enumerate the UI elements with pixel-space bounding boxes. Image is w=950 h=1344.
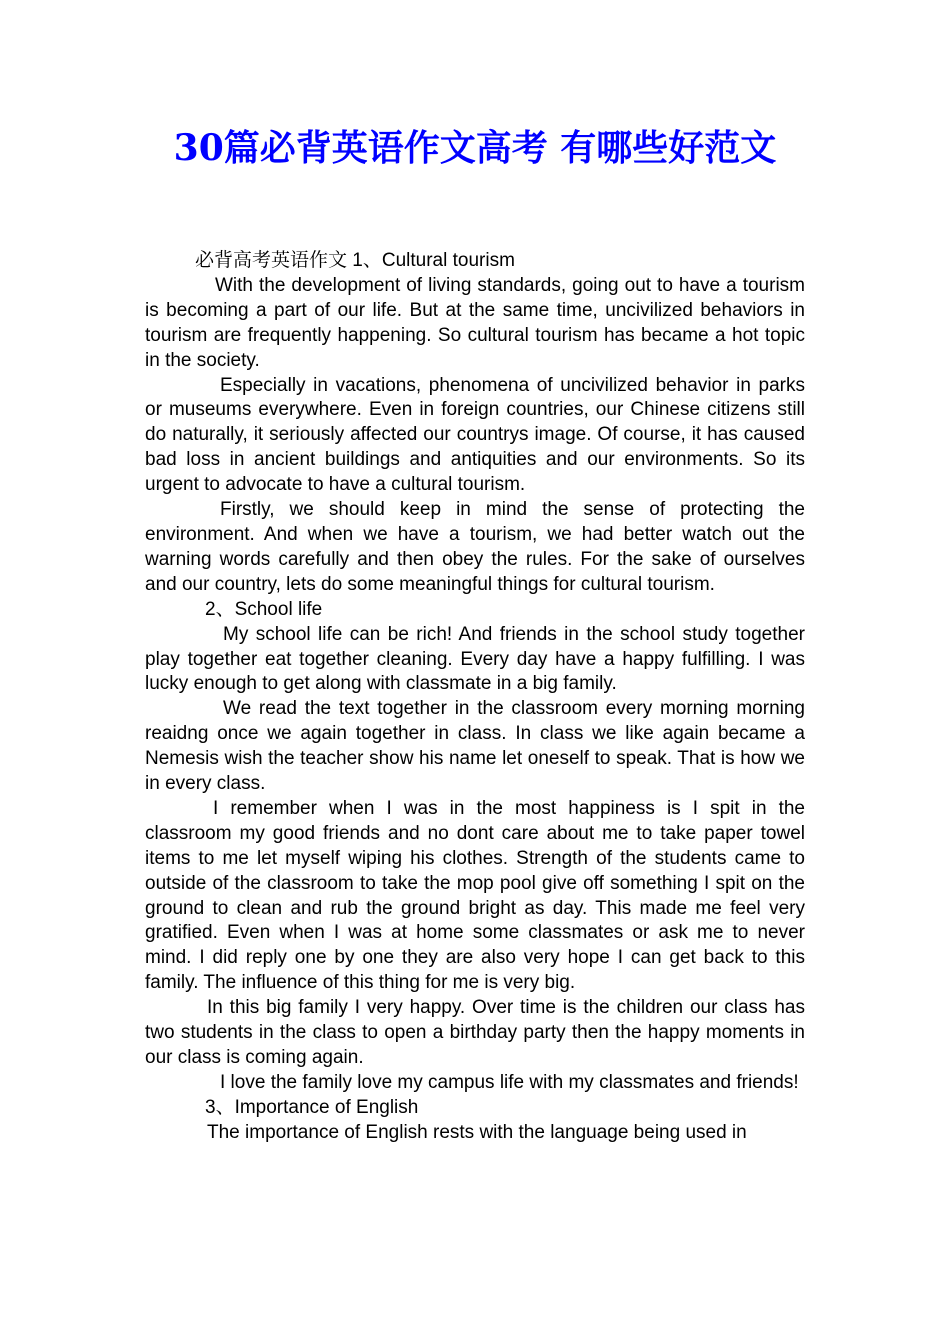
paragraph: Firstly, we should keep in mind the sense of protecting the environment. And when we have a tourism, we had better watch out the warning words carefully and then obey the rules. For the sake of ourselves and our country, lets do some meaningful things for cultural tourism. <box>145 499 805 595</box>
paragraph: The importance of English rests with the language being used in <box>207 1121 747 1143</box>
section-heading-2: 2、School life <box>205 598 323 620</box>
document-title: 30篇必背英语作文高考 有哪些好范文 <box>173 127 777 169</box>
document-body <box>145 248 805 1146</box>
section-heading-3: 3、Importance of English <box>205 1096 419 1118</box>
paragraph: I love the family love my campus life with my classmates and friends! <box>220 1071 799 1093</box>
intro-prefix: 必背高考英语作文 <box>195 249 348 271</box>
paragraph: Especially in vacations, phenomena of uncivilized behavior in parks or museums everywhere. Even in foreign countries, our Chinese citizens still do naturally, it seriously affected our countrys image. Of course, it has caused bad loss in ancient buildings and antiquities and our environments. So its urgent to advocate to have a cultural tourism. <box>145 374 805 496</box>
paragraph: With the development of living standards, going out to have a tourism is becoming a part of our life. But at the same time, uncivilized behaviors in tourism are frequently happening. So cultural tourism has became a hot topic in the society. <box>145 274 805 371</box>
paragraph: In this big family I very happy. Over time is the children our class has two students in the class to open a birthday party then the happy moments in our class is coming again. <box>145 997 805 1068</box>
paragraph: My school life can be rich! And friends in the school study together play together eat together cleaning. Every day have a happy fulfilling. I was lucky enough to get along with classmate in a big family. <box>145 623 805 695</box>
section-heading-1-text: 1、Cultural tourism <box>352 250 515 271</box>
paragraph: I remember when I was in the most happiness is I spit in the classroom my good friends and no dont care about me to take paper towel items to me let myself wiping his clothes. Strength of the students came to outside of the classroom to take the mop pool give off something I spit on the ground to clean and rub the ground bright as day. This made me feel very gratified. Even when I was at home some classmates or ask me to never mind. I did reply one by one they are also very hope I can get back to this family. The influence of this thing for me is very big. <box>145 797 805 994</box>
paragraph: We read the text together in the classroom every morning morning reaidng once we again together in class. In class we like again became a Nemesis wish the teacher show his name let oneself to speak. That is how we in every class. <box>145 698 805 795</box>
section-heading-1 <box>145 248 805 274</box>
